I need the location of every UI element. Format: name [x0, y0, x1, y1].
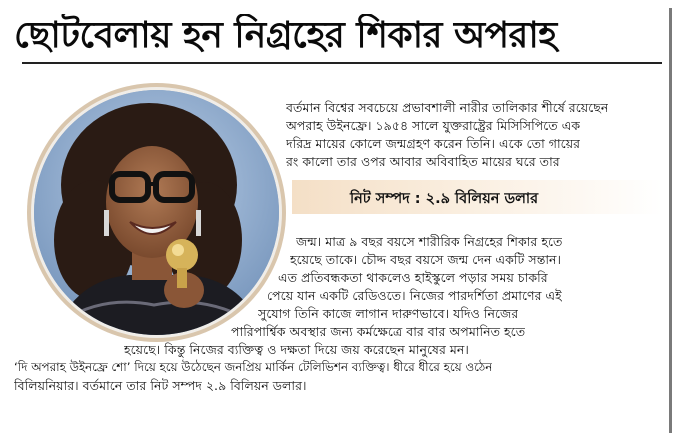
body-line: হয়েছে তাকে। চৌদ্দ বছর বয়সে জন্ম দেন একটি সন্তান। — [290, 252, 562, 267]
column-divider — [669, 8, 672, 433]
net-worth-banner — [292, 180, 662, 214]
body-line: পারিপার্শ্বিক অবস্থার জন্য কর্মক্ষেত্রে বার বার অপমানিত হতে — [231, 324, 526, 339]
body-line: এত প্রতিবন্ধকতা থাকলেও হাইস্কুলে পড়ার সময় চাকরি — [278, 270, 548, 285]
intro-line: রং কালো তার ওপর আবার অবিবাহিত মায়ের ঘরে তার — [286, 154, 560, 169]
intro-line: বর্তমান বিশ্বের সবচেয়ে প্রভাবশালী নারীর তালিকার শীর্ষে রয়েছেন — [286, 100, 609, 115]
body-line: বিলিয়নিয়ার। বর্তমানে তার নিট সম্পদ ২.৯ বিলিয়ন ডলার। — [14, 378, 307, 393]
headline-rule — [22, 62, 662, 64]
headline: ছোটবেলায় হন নিগ্রহের শিকার অপরাহ — [14, 15, 557, 56]
net-worth-text: নিট সম্পদ : ২.৯ বিলিয়ন ডলার — [350, 191, 539, 207]
body-line: জন্ম। মাত্র ৯ বছর বয়সে শারীরিক নিগ্রহের শিকার হতে — [296, 234, 563, 249]
body-line: ‘দি অপরাহ উইনফ্রে শো’ দিয়ে হয়ে উঠেছেন জনপ্রিয় মার্কিন টেলিভিশন ব্যক্তিত্ব। ধীরে ধীরে হয়ে ওঠেন — [14, 360, 493, 374]
body-line: সুযোগ তিনি কাজে লাগান দারুণভাবে। যদিও নিজের — [258, 306, 519, 321]
intro-line: অপরাহ উইনফ্রে। ১৯৫৪ সালে যুক্তরাষ্ট্রের মিসিসিপিতে এক — [286, 118, 581, 133]
intro-line: দরিদ্র মায়ের কোলে জন্মগ্রহণ করেন তিনি। একে তো গায়ের — [286, 136, 581, 151]
portrait-photo — [34, 90, 279, 335]
body-line: পেয়ে যান একটি রেডিওতে। নিজের পারদর্শিতা প্রমাণের এই — [267, 288, 562, 303]
body-line: হয়েছে। কিন্তু নিজের ব্যক্তিত্ব ও দক্ষতা দিয়ে জয় করেছেন মানুষের মন। — [124, 342, 469, 357]
